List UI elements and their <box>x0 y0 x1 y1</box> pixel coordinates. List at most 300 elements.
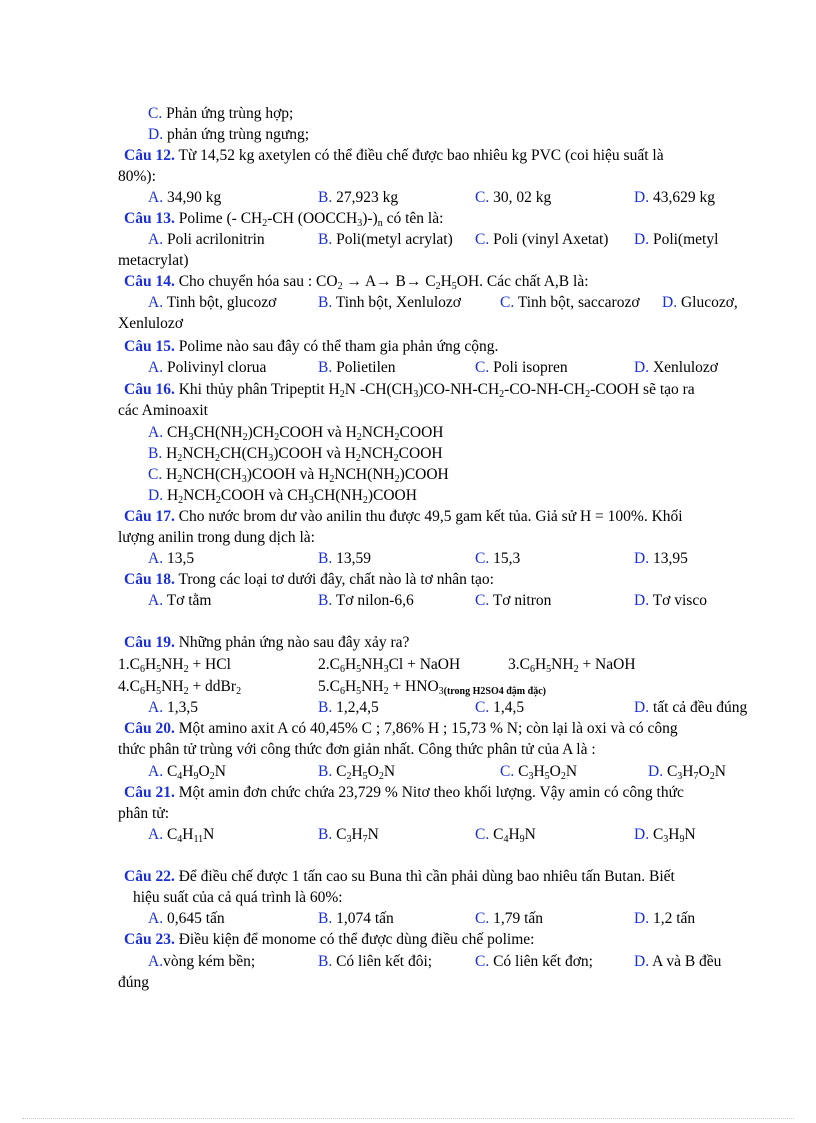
formula-part: CH(NH <box>193 424 243 441</box>
option-label: C. <box>475 359 490 376</box>
formula-part: H <box>440 273 452 290</box>
formula-part: H <box>144 678 157 695</box>
formula-part: H <box>166 487 179 504</box>
option-a <box>148 230 265 250</box>
question-18 <box>0 570 816 590</box>
question-text-2: các Aminoaxit <box>118 402 208 419</box>
option-label: B. <box>318 550 333 567</box>
subscript: 2 <box>215 453 221 464</box>
reactions-row-1 <box>0 655 816 675</box>
subscript: 2 <box>236 686 242 697</box>
formula-part: 3.C <box>508 656 530 673</box>
subscript: 2 <box>362 495 368 506</box>
option-d <box>662 293 738 313</box>
option-a <box>148 188 221 208</box>
subscript: 2 <box>274 432 280 443</box>
option-label: C. <box>475 550 490 567</box>
subscript: 5 <box>451 281 457 292</box>
option-b <box>318 825 379 845</box>
option-text: Tơ nitron <box>492 592 552 609</box>
subscript: 2 <box>329 474 335 485</box>
subscript: 4 <box>177 771 183 782</box>
question-text: Một amino axit A có 40,45% C ; 7,86% H ; 15,73 % N; còn lại là oxi và có công <box>178 720 678 737</box>
option-row <box>0 104 816 124</box>
question-text: Cho nước brom dư vào anilin thu được 49,5 gam kết tủa. Giả sử H = 100%. Khối <box>178 508 683 525</box>
formula-part: H <box>533 763 545 780</box>
question-17 <box>0 507 816 527</box>
option-text: vòng kém bền; <box>163 953 256 970</box>
option-d-row <box>0 486 816 506</box>
option-text: Poli (vinyl Axetat) <box>493 231 609 248</box>
option-d <box>634 952 721 972</box>
subscript: 2 <box>215 495 221 506</box>
question-15 <box>0 337 816 357</box>
question-label: Câu 16. <box>124 381 175 398</box>
options-q18 <box>0 591 816 611</box>
formula-part: NCH <box>182 445 216 462</box>
formula-part: CH <box>166 424 189 441</box>
option-text: 30, 02 kg <box>493 189 552 206</box>
subscript: 9 <box>193 771 199 782</box>
subscript: 2 <box>394 474 400 485</box>
options-q20 <box>0 762 816 782</box>
formula-part: + HCl <box>188 656 231 673</box>
question-text-2: phân tử: <box>118 805 170 822</box>
subscript: 5 <box>356 664 362 675</box>
formula-part: H <box>534 656 547 673</box>
subscript: 3 <box>663 834 669 845</box>
subscript: 2 <box>383 686 389 697</box>
formula-part: C <box>518 763 529 780</box>
option-label: A. <box>148 763 164 780</box>
option-label: C. <box>148 466 163 483</box>
option-text: 1,4,5 <box>493 699 525 716</box>
option-text: phản ứng trùng ngưng; <box>166 126 310 143</box>
subscript: 5 <box>156 664 162 675</box>
option-d <box>634 825 696 845</box>
formula-part: CH(CH <box>220 445 269 462</box>
option-label: C. <box>475 953 490 970</box>
question-label: Câu 19. <box>124 634 175 651</box>
option-text: Phản ứng trùng hợp; <box>166 105 294 122</box>
option-label: D. <box>662 294 678 311</box>
option-text-cont: metacrylat) <box>118 252 189 269</box>
formula-part: COOH <box>398 445 443 462</box>
reactions-row-2 <box>0 677 816 697</box>
formula-part: H <box>344 656 357 673</box>
subscript: 2 <box>209 771 215 782</box>
option-text: Polietilen <box>336 359 396 376</box>
question-12 <box>0 146 816 166</box>
formula-part: N -CH(CH <box>344 381 414 398</box>
question-text-cont <box>0 740 816 760</box>
formula-part: H <box>351 826 363 843</box>
option-d <box>634 909 695 929</box>
formula-part: N <box>565 763 578 780</box>
options-q17 <box>0 549 816 569</box>
subscript: 3 <box>308 495 314 506</box>
subscript: 5 <box>546 664 552 675</box>
subscript: 3 <box>528 771 534 782</box>
question-text: Để điều chế được 1 tấn cao su Buna thì cần phải dùng bao nhiêu tấn Butan. Biết <box>178 868 675 885</box>
option-text: Tơ visco <box>652 592 707 609</box>
option-cont <box>0 973 816 993</box>
formula-part: H <box>182 826 194 843</box>
option-label: A. <box>148 699 164 716</box>
option-c <box>500 762 577 782</box>
formula-part: → A→ B→ C <box>342 273 436 290</box>
question-22 <box>0 867 816 887</box>
option-c <box>475 549 520 569</box>
question-text: Một amin đơn chức chứa 23,729 % Nitơ theo khối lượng. Vậy amin có công thức <box>178 784 684 801</box>
option-b-row <box>0 444 816 464</box>
subscript: 2 <box>378 771 384 782</box>
subscript: 6 <box>339 686 345 697</box>
formula-part: )COOH <box>367 487 417 504</box>
option-b <box>318 698 379 718</box>
option-b <box>318 762 395 782</box>
formula-part: NCH(NH <box>334 466 395 483</box>
question-text-cont <box>0 401 816 421</box>
formula-part: H <box>166 445 178 462</box>
options-q23 <box>0 952 816 972</box>
option-c <box>500 293 640 313</box>
option-d <box>648 762 726 782</box>
option-label: B. <box>148 445 163 462</box>
option-label: B. <box>318 763 333 780</box>
reaction-5 <box>318 677 546 697</box>
formula-part: H <box>508 826 520 843</box>
option-text: 43,629 kg <box>652 189 715 206</box>
option-label: A. <box>148 550 164 567</box>
option-label: D. <box>148 487 164 504</box>
option-a <box>148 293 276 313</box>
formula-part: O <box>198 763 210 780</box>
option-cont <box>0 314 816 334</box>
question-label: Câu 14. <box>124 273 175 290</box>
option-label: B. <box>318 699 333 716</box>
subscript: 2 <box>183 686 189 697</box>
formula-part: )CH <box>247 424 275 441</box>
options-q14 <box>0 293 816 313</box>
subscript: 5 <box>356 686 362 697</box>
option-b <box>318 952 432 972</box>
formula-part: + NaOH <box>578 656 636 673</box>
formula-part: O <box>698 763 710 780</box>
option-d <box>634 591 707 611</box>
formula-part: N <box>367 826 379 843</box>
formula-part: NCH <box>360 445 394 462</box>
formula-part: H <box>668 826 680 843</box>
option-label: D. <box>634 592 650 609</box>
formula-part: Cho chuyển hóa sau : CO <box>178 273 338 290</box>
question-label: Câu 22. <box>124 868 175 885</box>
option-text: Tinh bột, glucozơ <box>166 294 277 311</box>
subscript: 3 <box>413 389 419 400</box>
option-text: Tinh bột, saccarozơ <box>517 294 640 311</box>
option-label: B. <box>318 294 333 311</box>
question-label: Câu 20. <box>124 720 175 737</box>
option-c <box>475 825 536 845</box>
option-b <box>318 591 414 611</box>
subscript: 2 <box>435 281 441 292</box>
option-text: 0,645 tấn <box>166 910 225 927</box>
formula-part: Polime (- CH <box>178 210 263 227</box>
option-b <box>318 293 461 313</box>
formula-part: )CO-NH-CH <box>418 381 500 398</box>
formula-part: 1.C <box>118 656 140 673</box>
formula-part: H <box>166 466 178 483</box>
option-label: D. <box>648 763 664 780</box>
formula-part: NH <box>161 656 184 673</box>
formula-part: C <box>166 763 178 780</box>
option-text: Tơ tằm <box>166 592 212 609</box>
option-d <box>634 549 688 569</box>
formula-part: N <box>214 763 226 780</box>
option-c <box>475 230 608 250</box>
option-label: C. <box>148 105 163 122</box>
subscript: 2 <box>585 389 591 400</box>
formula-part: N <box>714 763 726 780</box>
subscript: 6 <box>529 664 535 675</box>
formula-part: + ddBr <box>188 678 237 695</box>
formula-part: NCH <box>183 487 216 504</box>
option-b <box>318 230 453 250</box>
subscript: 2 <box>337 281 343 292</box>
subscript: 2 <box>355 453 361 464</box>
option-text: Polivinyl clorua <box>166 359 267 376</box>
formula-part: NH <box>161 678 184 695</box>
formula-part: 2.C <box>318 656 340 673</box>
formula-part: )COOH <box>399 466 449 483</box>
formula-part: N <box>524 826 536 843</box>
formula-part: -CO-NH-CH <box>504 381 586 398</box>
formula-part: N <box>684 826 696 843</box>
formula-part: CH(NH <box>313 487 363 504</box>
question-text: có tên là: <box>382 210 444 227</box>
option-label: C. <box>475 592 490 609</box>
option-d <box>634 188 715 208</box>
formula-part: H <box>682 763 694 780</box>
subscript: 2 <box>393 453 399 464</box>
formula-part: Cl + NaOH <box>388 656 461 673</box>
subscript: 6 <box>139 664 145 675</box>
reaction-4 <box>118 677 241 697</box>
option-c <box>475 698 524 718</box>
formula-part: C <box>493 826 504 843</box>
option-label: B. <box>318 231 333 248</box>
subscript: 2 <box>560 771 566 782</box>
question-text-cont <box>0 888 816 908</box>
formula-part: NH <box>361 656 384 673</box>
reaction-note: (trong H2SO4 đậm đặc) <box>443 686 546 697</box>
option-text: 13,95 <box>652 550 688 567</box>
page-bottom-border <box>22 1118 794 1119</box>
option-a <box>148 358 266 378</box>
option-label: C. <box>500 763 515 780</box>
option-label: D. <box>634 550 650 567</box>
option-c <box>475 909 543 929</box>
subscript: 7 <box>362 834 368 845</box>
option-text: Glucozơ, <box>680 294 738 311</box>
reaction-1 <box>118 655 231 675</box>
option-a-row <box>0 423 816 443</box>
formula-part: 4.C <box>118 678 140 695</box>
formula-part: )-) <box>362 210 378 227</box>
option-label: C. <box>500 294 515 311</box>
subscript: 4 <box>177 834 183 845</box>
formula-part: NCH <box>361 424 395 441</box>
option-label: C. <box>475 826 490 843</box>
option-b <box>318 358 396 378</box>
formula-part: 5.C <box>318 678 340 695</box>
option-label: D. <box>148 126 164 143</box>
subscript: 5 <box>156 686 162 697</box>
subscript: 2 <box>242 432 248 443</box>
formula-part: H <box>351 763 363 780</box>
options-q15 <box>0 358 816 378</box>
question-text: Điều kiện để monome có thể được dùng điều chế polime: <box>178 931 535 948</box>
option-a <box>148 549 194 569</box>
subscript: 2 <box>356 432 362 443</box>
formula-part: + HNO <box>388 678 439 695</box>
option-text: tất cả đều đúng <box>652 699 748 716</box>
subscript: 5 <box>544 771 550 782</box>
question-text-2: 80%): <box>118 168 156 185</box>
option-label: D. <box>634 910 650 927</box>
option-cont <box>0 251 816 271</box>
option-text: Có liên kết đơn; <box>493 953 593 970</box>
subscript: n <box>377 218 383 229</box>
option-text: 1,074 tấn <box>336 910 394 927</box>
option-text-cont: đúng <box>118 974 149 991</box>
option-label: A. <box>148 231 164 248</box>
formula-part: NH <box>361 678 384 695</box>
option-text-cont: Xenlulozơ <box>118 315 184 332</box>
formula-part: NCH(CH <box>182 466 242 483</box>
subscript: 3 <box>346 834 352 845</box>
question-text-cont <box>0 528 816 548</box>
option-label: B. <box>318 592 333 609</box>
question-text: Những phản ứng nào sau đây xảy ra? <box>178 634 410 651</box>
subscript: 3 <box>438 686 444 697</box>
option-label: D. <box>634 953 650 970</box>
subscript: 6 <box>139 686 145 697</box>
option-label: B. <box>318 826 333 843</box>
subscript: 2 <box>346 771 352 782</box>
subscript: 11 <box>193 834 204 845</box>
question-13 <box>0 209 816 229</box>
option-d <box>634 358 718 378</box>
question-text: Từ 14,52 kg axetylen có thể điều chế được bao nhiêu kg PVC (coi hiệu suất là <box>178 147 664 164</box>
option-label: A. <box>148 826 164 843</box>
question-14 <box>0 272 816 292</box>
option-text: Có liên kết đôi; <box>336 953 433 970</box>
option-d <box>634 230 718 250</box>
option-text: 1,3,5 <box>166 699 198 716</box>
option-label: D. <box>634 826 650 843</box>
option-label: A. <box>148 294 164 311</box>
option-text: Poli isopren <box>493 359 568 376</box>
question-19 <box>0 633 816 653</box>
option-row <box>0 125 816 145</box>
subscript: 2 <box>573 664 579 675</box>
option-c <box>475 591 551 611</box>
option-a <box>148 825 214 845</box>
formula-part: C <box>336 763 347 780</box>
question-label: Câu 13. <box>124 210 175 227</box>
option-label: A. <box>148 953 164 970</box>
options-q12 <box>0 188 816 208</box>
subscript: 3 <box>268 453 274 464</box>
option-label: A. <box>148 359 164 376</box>
formula-part: NH <box>551 656 574 673</box>
option-label: A. <box>148 592 164 609</box>
option-label: A. <box>148 424 164 441</box>
formula-part: )COOH và H <box>246 466 330 483</box>
option-label: A. <box>148 910 164 927</box>
question-16 <box>0 380 816 400</box>
formula-part: H <box>144 656 157 673</box>
question-23 <box>0 930 816 950</box>
option-text: 1,79 tấn <box>493 910 544 927</box>
question-text: Trong các loại tơ dưới đây, chất nào là tơ nhân tạo: <box>178 571 494 588</box>
subscript: 2 <box>177 474 183 485</box>
option-label: B. <box>318 953 333 970</box>
subscript: 3 <box>677 771 683 782</box>
question-text-cont <box>0 167 816 187</box>
option-text: Tơ nilon-6,6 <box>335 592 414 609</box>
formula-part: H <box>344 678 357 695</box>
subscript: 9 <box>679 834 685 845</box>
formula-part: -COOH sẽ tạo ra <box>590 381 695 398</box>
option-a <box>148 909 225 929</box>
option-label: B. <box>318 189 333 206</box>
option-label: D. <box>634 699 650 716</box>
subscript: 2 <box>499 389 505 400</box>
option-text: Poli(metyl acrylat) <box>336 231 453 248</box>
formula-part: N <box>203 826 215 843</box>
option-a <box>148 591 211 611</box>
question-label: Câu 12. <box>124 147 175 164</box>
formula-part: H <box>182 763 194 780</box>
option-c-row <box>0 465 816 485</box>
options-q21 <box>0 825 816 845</box>
option-text: 15,3 <box>493 550 521 567</box>
formula-part: C <box>336 826 347 843</box>
options-q19 <box>0 698 816 718</box>
subscript: 2 <box>262 218 268 229</box>
subscript: 2 <box>709 771 715 782</box>
question-label: Câu 18. <box>124 571 175 588</box>
formula-part: COOH <box>399 424 444 441</box>
subscript: 2 <box>178 495 184 506</box>
option-label: C. <box>475 910 490 927</box>
question-label: Câu 23. <box>124 931 175 948</box>
option-c <box>475 188 551 208</box>
option-label: B. <box>318 359 333 376</box>
option-c <box>475 952 593 972</box>
option-label: D. <box>634 359 650 376</box>
option-label: C. <box>475 189 490 206</box>
subscript: 7 <box>693 771 699 782</box>
subscript: 3 <box>241 474 247 485</box>
option-label: D. <box>634 231 650 248</box>
subscript: 3 <box>383 664 389 675</box>
subscript: 3 <box>357 218 363 229</box>
option-text: A và B đều <box>652 953 722 970</box>
option-text: Xenlulozơ <box>652 359 718 376</box>
